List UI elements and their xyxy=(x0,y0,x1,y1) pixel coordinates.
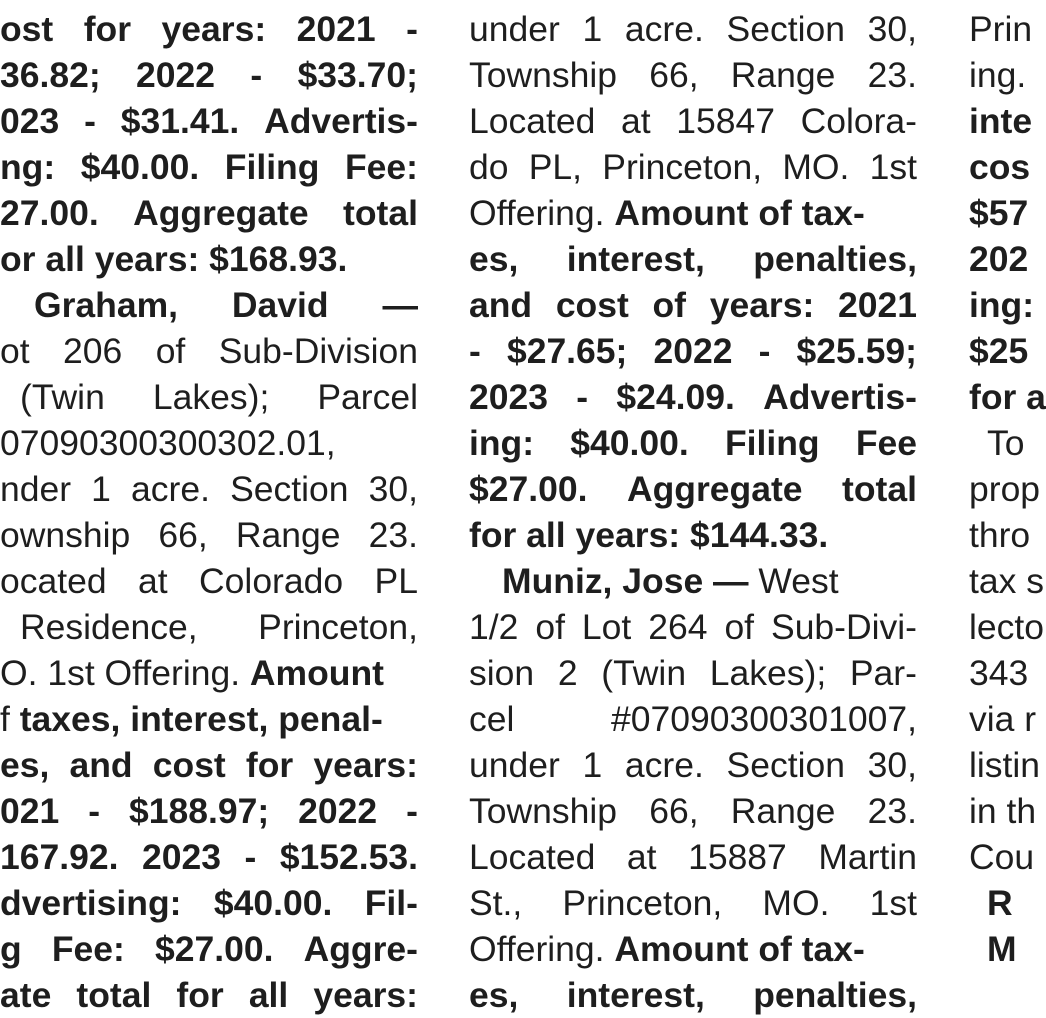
word: 15847 xyxy=(676,101,775,141)
word: acre. xyxy=(624,745,704,785)
text-line xyxy=(969,374,1046,420)
word: $24.09. xyxy=(616,377,735,417)
word: sion xyxy=(469,653,535,693)
text-line xyxy=(0,696,418,742)
text-line xyxy=(20,604,418,650)
text-line xyxy=(969,558,1044,604)
text-line xyxy=(987,420,1036,466)
text-line xyxy=(469,328,917,374)
text-run: via r xyxy=(969,699,1037,739)
word: dvertising: xyxy=(0,883,182,923)
word: Section xyxy=(726,9,845,49)
text-run: Cou xyxy=(969,837,1035,877)
text-line xyxy=(0,236,418,282)
column-right xyxy=(969,0,1046,1006)
word: 2022 xyxy=(298,791,378,831)
word: and xyxy=(469,285,533,325)
word: 30, xyxy=(368,469,418,509)
word: Located xyxy=(469,101,596,141)
word: - xyxy=(244,837,257,877)
word: Section xyxy=(726,745,845,785)
text-run: or all years: $168.93. xyxy=(0,239,348,279)
word: $152.53. xyxy=(279,837,418,877)
word: 23. xyxy=(867,55,917,95)
word: Township xyxy=(469,791,617,831)
word: Princeton, xyxy=(562,883,723,923)
word: $40.00. xyxy=(80,147,200,187)
word: acre. xyxy=(131,469,210,509)
word: Martin xyxy=(818,837,917,877)
word: total xyxy=(842,469,917,509)
text-run: for a xyxy=(969,377,1046,417)
text-run: tax s xyxy=(969,561,1044,601)
word: Graham, xyxy=(34,285,179,325)
text-line xyxy=(969,834,1036,880)
word: 66, xyxy=(649,55,699,95)
word: 021 xyxy=(0,791,60,831)
text-run: cos xyxy=(969,147,1031,187)
word: $31.41. xyxy=(120,101,240,141)
word: es, xyxy=(469,239,519,279)
word: 2023 xyxy=(469,377,548,417)
text-line xyxy=(0,558,418,604)
text-run: taxes, interest, penal- xyxy=(19,699,383,739)
word: ownship xyxy=(0,515,131,555)
text-line xyxy=(969,512,1036,558)
word: Range xyxy=(235,515,341,555)
word: cost xyxy=(152,745,226,785)
word: Filing xyxy=(224,147,320,187)
text-line xyxy=(987,880,1036,926)
word: of xyxy=(535,607,565,647)
word: Township xyxy=(469,55,617,95)
word: es, xyxy=(469,975,519,1015)
word: ot xyxy=(0,331,30,371)
word: years: xyxy=(709,285,815,325)
text-line xyxy=(987,926,1036,972)
word: - xyxy=(88,791,101,831)
word: 15887 xyxy=(688,837,787,877)
text-line xyxy=(969,236,1036,282)
word: 264 xyxy=(648,607,708,647)
word: 2021 xyxy=(838,285,917,325)
text-line xyxy=(0,52,418,98)
word: for xyxy=(83,9,132,49)
text-line xyxy=(969,98,1036,144)
word: 30, xyxy=(867,9,917,49)
word: Par- xyxy=(849,653,917,693)
word: 023 xyxy=(0,101,60,141)
text-run: 202 xyxy=(969,239,1029,279)
text-line xyxy=(0,926,418,972)
word: interest, xyxy=(566,975,705,1015)
word: 2023 xyxy=(141,837,221,877)
word: 1st xyxy=(869,147,917,187)
text-line xyxy=(469,834,917,880)
word: ost xyxy=(0,9,54,49)
text-line xyxy=(20,374,418,420)
word: interest, xyxy=(566,239,705,279)
word: ing: xyxy=(469,423,535,463)
text-run: in th xyxy=(969,791,1037,831)
text-run: Amount of tax- xyxy=(614,929,865,969)
word: 1 xyxy=(582,9,603,49)
text-run: M xyxy=(987,929,1017,969)
word: of xyxy=(724,607,755,647)
column-left xyxy=(0,0,418,1015)
text-run: ing: xyxy=(969,285,1035,325)
word: $25.59; xyxy=(796,331,917,371)
text-run: for all years: $144.33. xyxy=(469,515,829,555)
word: of xyxy=(155,331,186,371)
text-line xyxy=(969,604,1044,650)
text-line xyxy=(469,880,917,926)
word: Located xyxy=(469,837,596,877)
text-line xyxy=(469,374,917,420)
text-run: ing. xyxy=(969,55,1027,95)
word: of xyxy=(652,285,687,325)
word: 66, xyxy=(649,791,699,831)
text-line xyxy=(469,604,917,650)
text-line xyxy=(969,190,1036,236)
word: under xyxy=(469,9,560,49)
word: PL, xyxy=(528,147,583,187)
word: 2021 xyxy=(296,9,376,49)
word: at xyxy=(620,101,651,141)
word: Lakes); xyxy=(152,377,270,417)
word: Filing xyxy=(724,423,820,463)
word: St., xyxy=(469,883,523,923)
text-run: Offering. xyxy=(469,929,615,969)
text-run: $57 xyxy=(969,193,1029,233)
text-line xyxy=(469,926,917,972)
text-run: lecto xyxy=(969,607,1044,647)
text-line xyxy=(469,236,917,282)
word: 206 xyxy=(63,331,123,371)
word: 1/2 xyxy=(469,607,519,647)
column-middle xyxy=(469,0,917,1015)
text-line xyxy=(969,650,1036,696)
text-line xyxy=(0,788,418,834)
word: and xyxy=(69,745,133,785)
word: Range xyxy=(730,791,836,831)
text-line xyxy=(469,98,917,144)
word: at xyxy=(138,561,168,601)
text-line xyxy=(469,52,917,98)
word: Colorado xyxy=(199,561,344,601)
word: Residence, xyxy=(20,607,198,647)
word: Fee: xyxy=(345,147,418,187)
word: 1 xyxy=(91,469,111,509)
text-line xyxy=(0,328,418,374)
word: #07090300301007, xyxy=(610,699,917,739)
word: Fil- xyxy=(364,883,418,923)
text-line xyxy=(969,328,1036,374)
word: 167.92. xyxy=(0,837,119,877)
text-run: West xyxy=(758,561,839,601)
word: 23. xyxy=(867,791,917,831)
word: $188.97; xyxy=(129,791,270,831)
word: Princeton, xyxy=(258,607,418,647)
text-line xyxy=(969,282,1036,328)
word: years: xyxy=(161,9,267,49)
word: $33.70; xyxy=(297,55,418,95)
text-line xyxy=(469,6,917,52)
word: $27.00. xyxy=(469,469,588,509)
text-line xyxy=(469,788,917,834)
word: cost xyxy=(555,285,629,325)
word: MO. xyxy=(762,883,830,923)
word: (Twin xyxy=(20,377,105,417)
text-run: 343 xyxy=(969,653,1029,693)
text-line xyxy=(0,880,418,926)
word: penalties, xyxy=(753,975,917,1015)
word: Section xyxy=(230,469,349,509)
word: Aggregate xyxy=(626,469,803,509)
word: MO. xyxy=(782,147,850,187)
word: Aggregate xyxy=(133,193,309,233)
word: for xyxy=(176,975,224,1015)
word: — xyxy=(382,285,418,325)
text-line xyxy=(0,512,418,558)
text-line xyxy=(469,972,917,1018)
word: Aggre- xyxy=(303,929,418,969)
word: under xyxy=(469,745,560,785)
text-run: inte xyxy=(969,101,1033,141)
text-line xyxy=(0,6,418,52)
word: - xyxy=(250,55,263,95)
word: ate xyxy=(0,975,52,1015)
text-line xyxy=(469,282,917,328)
text-run: prop xyxy=(969,469,1041,509)
text-run: $25 xyxy=(969,331,1029,371)
text-run: Prin xyxy=(969,9,1033,49)
text-run: Amount xyxy=(249,653,385,693)
text-line xyxy=(469,650,917,696)
text-line xyxy=(0,466,418,512)
text-run: Offering. xyxy=(469,193,615,233)
text-line xyxy=(469,190,917,236)
text-line xyxy=(502,558,917,604)
text-line xyxy=(469,696,917,742)
text-line xyxy=(469,742,917,788)
word: - xyxy=(406,791,418,831)
text-line xyxy=(0,98,418,144)
text-run: O. 1st Offering. xyxy=(0,653,250,693)
word: Lakes); xyxy=(709,653,827,693)
word: ng: xyxy=(0,147,56,187)
word: - xyxy=(758,331,771,371)
word: ocated xyxy=(0,561,107,601)
word: $40.00. xyxy=(570,423,689,463)
word: years: xyxy=(313,975,418,1015)
word: $27.00. xyxy=(155,929,274,969)
word: 2 xyxy=(557,653,578,693)
text-run: R xyxy=(987,883,1013,923)
word: Range xyxy=(730,55,836,95)
word: $27.65; xyxy=(506,331,628,371)
word: 23. xyxy=(368,515,418,555)
text-line xyxy=(969,6,1036,52)
text-run: listin xyxy=(969,745,1041,785)
text-line xyxy=(0,972,418,1018)
word: 1st xyxy=(869,883,917,923)
text-line xyxy=(469,144,917,190)
word: nder xyxy=(0,469,72,509)
text-run: Muniz, Jose — xyxy=(502,561,759,601)
word: at xyxy=(626,837,657,877)
word: penalties, xyxy=(753,239,917,279)
text-line xyxy=(969,742,1041,788)
word: 07090300300302.01, xyxy=(0,423,336,463)
text-line xyxy=(34,282,418,328)
word: all xyxy=(248,975,289,1015)
text-run: thro xyxy=(969,515,1031,555)
text-line xyxy=(969,696,1036,742)
text-line xyxy=(0,742,418,788)
word: 66, xyxy=(158,515,208,555)
text-line xyxy=(0,190,418,236)
word: Sub-Division xyxy=(218,331,418,371)
text-run: To xyxy=(987,423,1025,463)
word: total xyxy=(76,975,152,1015)
text-line xyxy=(969,788,1036,834)
text-line xyxy=(469,466,917,512)
text-line xyxy=(0,420,418,466)
text-line xyxy=(0,650,418,696)
word: acre. xyxy=(624,9,704,49)
word: (Twin xyxy=(601,653,687,693)
word: 1 xyxy=(582,745,603,785)
word: 27.00. xyxy=(0,193,99,233)
word: 30, xyxy=(867,745,917,785)
text-line xyxy=(469,512,917,558)
text-run: Amount of tax- xyxy=(614,193,865,233)
word: 2022 xyxy=(653,331,733,371)
text-line xyxy=(969,52,1036,98)
text-run: f xyxy=(0,699,20,739)
word: cel xyxy=(469,699,515,739)
text-line xyxy=(469,420,917,466)
word: Colora- xyxy=(800,101,917,141)
word: David xyxy=(231,285,329,325)
word: - xyxy=(469,331,481,371)
word: Fee: xyxy=(51,929,125,969)
word: Lot xyxy=(581,607,632,647)
text-line xyxy=(0,834,418,880)
text-line xyxy=(969,466,1041,512)
text-line xyxy=(969,144,1036,190)
text-line xyxy=(0,144,418,190)
word: years: xyxy=(313,745,418,785)
word: 36.82; xyxy=(0,55,101,95)
word: Advertis- xyxy=(264,101,418,141)
word: PL xyxy=(374,561,418,601)
word: - xyxy=(576,377,589,417)
word: g xyxy=(0,929,22,969)
word: do xyxy=(469,147,509,187)
word: es, xyxy=(0,745,50,785)
word: - xyxy=(406,9,418,49)
word: 2022 xyxy=(136,55,216,95)
word: Parcel xyxy=(317,377,418,417)
word: $40.00. xyxy=(213,883,333,923)
word: total xyxy=(343,193,418,233)
word: for xyxy=(245,745,294,785)
word: Advertis- xyxy=(763,377,917,417)
word: - xyxy=(84,101,96,141)
word: Fee xyxy=(855,423,917,463)
word: Sub-Divi- xyxy=(771,607,917,647)
word: Princeton, xyxy=(602,147,763,187)
